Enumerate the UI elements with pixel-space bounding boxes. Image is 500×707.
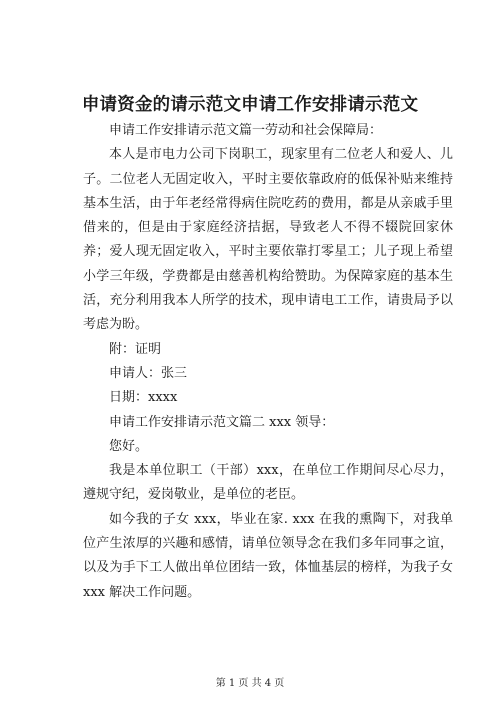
document-body [83, 119, 453, 605]
greeting-line: 您好。 [109, 438, 149, 454]
body-paragraph: 如今我的子女 xxx，毕业在家. xxx 在我的熏陶下，对我单位产生浓厚的兴趣和感情，请单位领导念在我们多年同事之谊，以及为手下工人做出单位团结一致，体恤基层的榜样，为我子女 xxx 解决工作问题。 [83, 511, 453, 600]
attachment-line: 附：证明 [109, 341, 162, 357]
date-line: 日期：xxxx [109, 390, 178, 406]
salutation-paragraph: 申请工作安排请示范文篇一劳动和社会保障局： [109, 123, 383, 138]
page-number-footer: 第 1 页 共 4 页 [215, 678, 285, 689]
document-title: 申请资金的请示范文申请工作安排请示范文 [81, 95, 419, 115]
body-paragraph: 本人是市电力公司下岗职工，现家里有二位老人和爱人、儿子。二位老人无固定收入，平时主要依靠政府的低保补贴来维持基本生活，由于年老经常得病住院吃药的费用，都是从亲戚手里借来的，但是由于家庭经济拮据，导致老人不得不辍院回家休养；爱人现无固定收入，平时主要依靠打零星工；儿子现上希望小学三年级，学费都是由慈善机构给赞助。为保障家庭的基本生活，充分利用我本人所学的技术，现申请电工工作，请贵局予以考虑为盼。 [83, 147, 453, 333]
body-paragraph: 我是本单位职工（干部）xxx，在单位工作期间尽心尽力，遵规守纪，爱岗敬业，是单位的老臣。 [83, 463, 453, 503]
applicant-line: 申请人：张三 [109, 365, 188, 381]
second-sample-heading: 申请工作安排请示范文篇二 xxx 领导： [109, 414, 335, 430]
